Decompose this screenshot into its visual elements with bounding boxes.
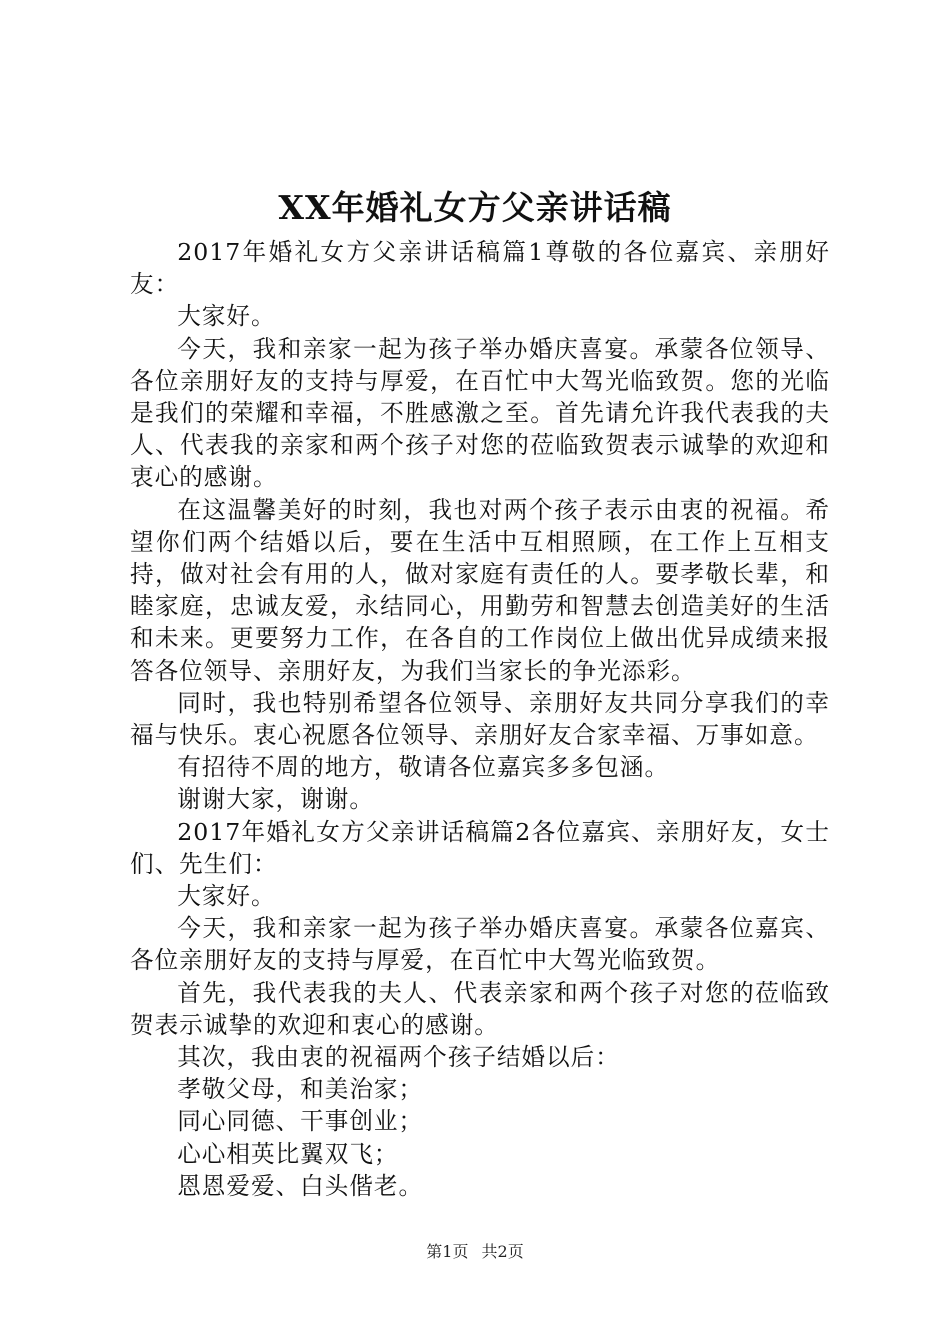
page-footer bbox=[0, 1240, 950, 1264]
paragraph: 孝敬父母，和美治家； bbox=[177, 1075, 424, 1104]
paragraph: 今天，我和亲家一起为孩子举办婚庆喜宴。承蒙各位嘉宾、各位亲朋好友的支持与厚爱，在百忙中大驾光临致贺。 bbox=[130, 914, 830, 975]
paragraph: 大家好。 bbox=[177, 302, 276, 331]
paragraph: 恩恩爱爱、白头偕老。 bbox=[177, 1171, 424, 1200]
page-number: 第1页 bbox=[426, 1242, 469, 1261]
paragraph: 大家好。 bbox=[177, 882, 276, 911]
paragraph: 同时，我也特别希望各位领导、亲朋好友共同分享我们的幸福与快乐。衷心祝愿各位领导、亲朋好友合家幸福、万事如意。 bbox=[130, 688, 830, 750]
paragraph: 在这温馨美好的时刻，我也对两个孩子表示由衷的祝福。希望你们两个结婚以后，要在生活中互相照顾，在工作上互相支持，做对社会有用的人，做对家庭有责任的人。要孝敬长辈，和睦家庭，忠诚友爱，永结同心，用勤劳和智慧去创造美好的生活和未来。更要努力工作，在各自的工作岗位上做出优异成绩来报答各位领导、亲朋好友，为我们当家长的争光添彩。 bbox=[130, 495, 830, 685]
paragraph: 今天，我和亲家一起为孩子举办婚庆喜宴。承蒙各位领导、各位亲朋好友的支持与厚爱，在百忙中大驾光临致贺。您的光临是我们的荣耀和幸福，不胜感激之至。首先请允许我代表我的夫人、代表我的亲家和两个孩子对您的莅临致贺表示诚挚的欢迎和衷心的感谢。 bbox=[130, 334, 830, 492]
paragraph: 2017年婚礼女方父亲讲话稿篇1尊敬的各位嘉宾、亲朋好友： bbox=[130, 238, 830, 299]
paragraph: 谢谢大家，谢谢。 bbox=[177, 785, 374, 814]
paragraph: 心心相英比翼双飞； bbox=[177, 1139, 399, 1168]
page-total: 共2页 bbox=[481, 1242, 524, 1261]
document-title: XX年婚礼女方父亲讲话稿 bbox=[278, 188, 672, 227]
paragraph: 有招待不周的地方，敬请各位嘉宾多多包涵。 bbox=[177, 753, 670, 782]
paragraph: 同心同德、干事创业； bbox=[177, 1107, 424, 1136]
document-body bbox=[130, 236, 830, 1202]
paragraph: 2017年婚礼女方父亲讲话稿篇2各位嘉宾、亲朋好友，女士们、先生们： bbox=[130, 817, 830, 878]
paragraph: 首先，我代表我的夫人、代表亲家和两个孩子对您的莅临致贺表示诚挚的欢迎和衷心的感谢。 bbox=[130, 978, 830, 1039]
paragraph: 其次，我由衷的祝福两个孩子结婚以后： bbox=[177, 1043, 620, 1072]
